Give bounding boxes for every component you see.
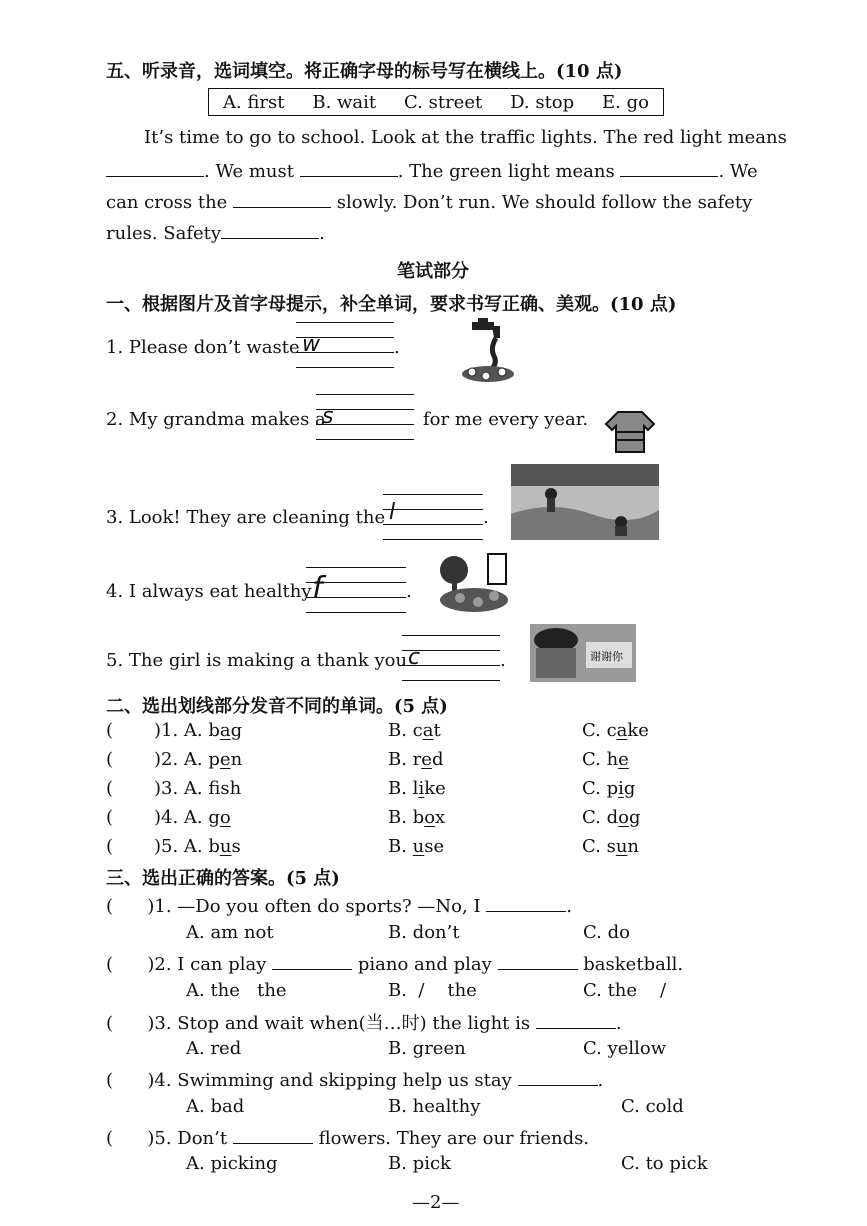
option-b[interactable]: B. / the [388, 980, 477, 1001]
option-a[interactable]: A. bad [186, 1096, 245, 1117]
word-bank [208, 88, 664, 116]
option-b[interactable]: B. red [388, 749, 444, 770]
card-text: 谢谢你 [590, 650, 623, 663]
four-line-grid[interactable] [306, 567, 406, 613]
part3-q1: ( )1. —Do you often do sports? —No, I . [106, 893, 572, 917]
four-line-grid[interactable] [296, 322, 394, 368]
passage-line-1: It’s time to go to school. Look at the traffic lights. The red light means [144, 127, 787, 148]
phonics-row [106, 720, 786, 744]
option-c[interactable]: C. cake [582, 720, 649, 741]
part3-q5: ( )5. Don’t flowers. They are our friends. [106, 1125, 589, 1149]
option-c[interactable]: C. he [582, 749, 629, 770]
option-b[interactable]: B. use [388, 836, 445, 857]
phonics-row [106, 836, 786, 860]
option-a[interactable]: A. picking [186, 1153, 278, 1174]
hint-letter: s [322, 404, 334, 429]
four-line-grid[interactable] [383, 494, 483, 540]
hint-letter: l [389, 500, 396, 525]
answer-blank[interactable] [620, 158, 718, 177]
part1-item-2-text: 2. My grandma makes a [106, 409, 326, 430]
option-a[interactable]: A. the the [186, 980, 287, 1001]
option-a[interactable]: A. red [186, 1038, 242, 1059]
word-option: E. go [602, 91, 649, 113]
page-number: —2— [412, 1192, 460, 1213]
answer-paren[interactable]: ( [106, 807, 114, 828]
four-line-grid[interactable] [402, 635, 500, 681]
option-a[interactable]: )2. A. pen [154, 749, 243, 770]
answer-blank[interactable] [518, 1067, 598, 1086]
option-a[interactable]: )1. A. bag [154, 720, 243, 741]
passage-line-4: rules. Safety . [106, 220, 325, 244]
cleaning-lake-picture [511, 464, 659, 540]
part1-heading: 一、根据图片及首字母提示，补全单词，要求书写正确、美观。(10 点) [106, 294, 677, 315]
answer-paren[interactable]: ( [106, 778, 114, 799]
four-line-grid[interactable] [316, 394, 414, 440]
hint-letter: f [312, 571, 323, 606]
part3-q3: ( )3. Stop and wait when(当…时) the light is . [106, 1009, 622, 1035]
option-c[interactable]: C. pig [582, 778, 636, 799]
option-c[interactable]: C. the / [583, 980, 667, 1001]
option-a[interactable]: )3. A. fsh [154, 778, 242, 799]
hint-letter: w [302, 332, 320, 357]
option-a[interactable]: )5. A. bus [154, 836, 241, 857]
answer-blank[interactable] [536, 1010, 616, 1029]
answer-paren[interactable]: ( [106, 749, 114, 770]
word-option: C. street [404, 91, 483, 113]
thank-you-card-picture [530, 624, 636, 682]
option-c[interactable]: C. sun [582, 836, 639, 857]
answer-blank[interactable] [233, 1125, 313, 1144]
answer-paren[interactable]: ( [106, 720, 114, 741]
passage-line-2: . We must . The green light means . We [106, 158, 758, 182]
option-b[interactable]: B. pick [388, 1153, 451, 1174]
word-option: A. first [222, 91, 285, 113]
answer-blank[interactable] [272, 951, 352, 970]
option-c[interactable]: C. to pick [621, 1153, 708, 1174]
option-b[interactable]: B. healthy [388, 1096, 481, 1117]
phonics-row [106, 778, 786, 802]
option-c[interactable]: C. yellow [583, 1038, 667, 1059]
answer-blank[interactable] [300, 158, 398, 177]
word-option: D. stop [510, 91, 575, 113]
option-c[interactable]: C. cold [621, 1096, 684, 1117]
option-b[interactable]: B. don’t [388, 922, 460, 943]
option-b[interactable]: B. box [388, 807, 446, 828]
part3-q4: ( )4. Swimming and skipping help us stay . [106, 1067, 603, 1091]
part1-item-4-text: 4. I always eat healthy [106, 581, 312, 602]
option-b[interactable]: B. cat [388, 720, 441, 741]
healthy-food-picture [436, 550, 514, 614]
answer-blank[interactable] [221, 220, 319, 239]
part2-heading: 二、选出划线部分发音不同的单词。(5 点) [106, 696, 448, 717]
written-title: 笔试部分 [397, 261, 469, 282]
part3-q2: ( )2. I can play piano and play basketball. [106, 951, 683, 975]
option-b[interactable]: B. green [388, 1038, 466, 1059]
option-c[interactable]: C. dog [582, 807, 641, 828]
water-tap-picture [452, 318, 520, 384]
part3-heading: 三、选出正确的答案。(5 点) [106, 868, 340, 889]
option-c[interactable]: C. do [583, 922, 630, 943]
sweater-picture [604, 408, 656, 454]
option-a[interactable]: )4. A. go [154, 807, 231, 828]
option-a[interactable]: A. am not [186, 922, 274, 943]
phonics-row [106, 807, 786, 831]
hint-letter: c [408, 645, 421, 670]
option-b[interactable]: B. like [388, 778, 446, 799]
part1-item-1-text: 1. Please don’t waste [106, 337, 300, 358]
answer-blank[interactable] [233, 189, 331, 208]
answer-paren[interactable]: ( [106, 836, 114, 857]
answer-blank[interactable] [106, 158, 204, 177]
part1-item-3-text: 3. Look! They are cleaning the [106, 507, 386, 528]
part1-item-5-text: 5. The girl is making a thank you [106, 650, 408, 671]
word-option: B. wait [312, 91, 377, 113]
phonics-row [106, 749, 786, 773]
listening-heading: 五、听录音，选词填空。将正确字母的标号写在横线上。(10 点) [106, 61, 623, 82]
passage-line-3: can cross the slowly. Don’t run. We should follow the safety [106, 189, 752, 213]
answer-blank[interactable] [486, 893, 566, 912]
answer-blank[interactable] [498, 951, 578, 970]
